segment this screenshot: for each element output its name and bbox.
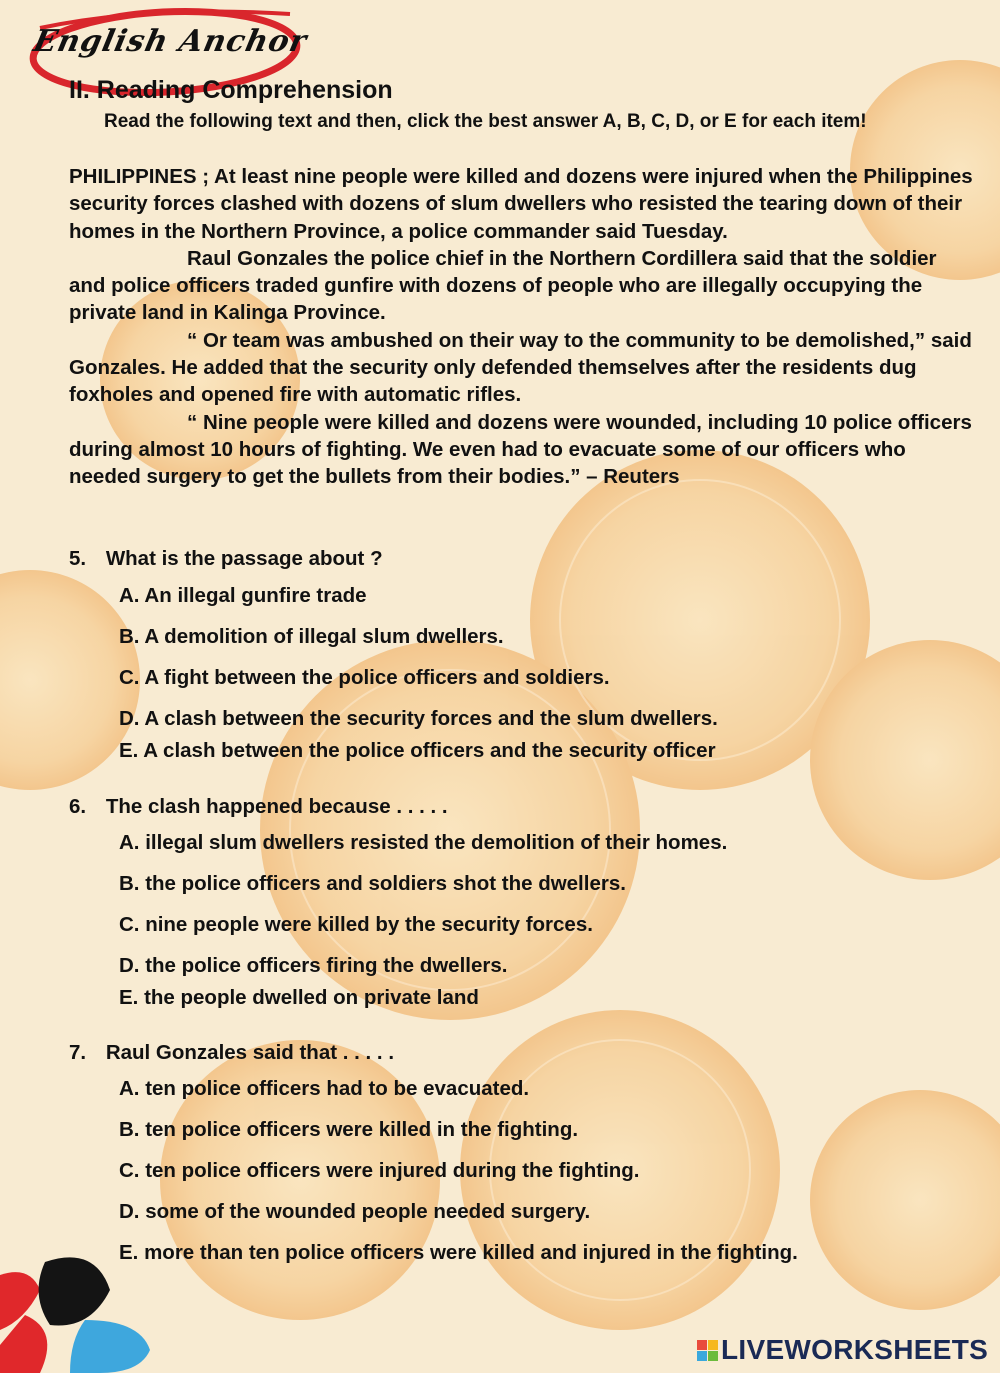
answer-option-7d[interactable]: D. some of the wounded people needed surgery. bbox=[119, 1200, 591, 1223]
liveworksheets-logo[interactable] bbox=[697, 1334, 988, 1366]
liveworksheets-blocks-icon bbox=[697, 1340, 718, 1361]
question-text: The clash happened because . . . . . bbox=[105, 795, 448, 818]
question-6 bbox=[69, 795, 448, 819]
question-text: Raul Gonzales said that . . . . . bbox=[105, 1041, 395, 1064]
answer-option-5a[interactable]: A. An illegal gunfire trade bbox=[119, 584, 367, 607]
answer-option-5d[interactable]: D. A clash between the security forces and the slum dwellers. bbox=[119, 707, 718, 730]
question-number: 6. bbox=[69, 795, 87, 818]
answer-option-7b[interactable]: B. ten police officers were killed in the fighting. bbox=[119, 1118, 579, 1141]
logo-text: English Anchor bbox=[30, 24, 311, 59]
answer-option-7e[interactable]: E. more than ten police officers were killed and injured in the fighting. bbox=[119, 1241, 798, 1264]
reading-passage bbox=[69, 163, 974, 491]
answer-option-5e[interactable]: E. A clash between the police officers and the security officer bbox=[119, 739, 716, 762]
question-number: 5. bbox=[69, 547, 87, 570]
passage-paragraph: PHILIPPINES ; At least nine people were killed and dozens were injured when the Philippines security forces clashed with dozens of slum dwellers who resisted the tearing down of their homes in the Northern Province, a police commander said Tuesday. bbox=[69, 165, 973, 243]
answer-option-6a[interactable]: A. illegal slum dwellers resisted the demolition of their homes. bbox=[119, 831, 728, 854]
question-7 bbox=[69, 1041, 394, 1065]
answer-option-6c[interactable]: C. nine people were killed by the security forces. bbox=[119, 913, 593, 936]
answer-option-6b[interactable]: B. the police officers and soldiers shot the dwellers. bbox=[119, 872, 626, 895]
answer-option-5b[interactable]: B. A demolition of illegal slum dwellers. bbox=[119, 625, 504, 648]
answer-option-6e[interactable]: E. the people dwelled on private land bbox=[119, 986, 479, 1009]
answer-option-7a[interactable]: A. ten police officers had to be evacuated. bbox=[119, 1077, 530, 1100]
passage-paragraph: Raul Gonzales the police chief in the Northern Cordillera said that the soldier and police officers traded gunfire with dozens of people who are illegally occupying the private land in Kalinga Province. bbox=[69, 246, 937, 325]
answer-option-7c[interactable]: C. ten police officers were injured during the fighting. bbox=[119, 1159, 640, 1182]
passage-paragraph: “ Nine people were killed and dozens were wounded, including 10 police officers during almost 10 hours of fighting. We even had to evacuate some of our officers who needed surgery to get the bullets from their bodies.” – Reuters bbox=[69, 410, 972, 489]
answer-option-5c[interactable]: C. A fight between the police officers and soldiers. bbox=[119, 666, 610, 689]
brand-name: LIVEWORKSHEETS bbox=[721, 1334, 989, 1365]
question-5 bbox=[69, 547, 383, 571]
question-number: 7. bbox=[69, 1041, 87, 1064]
answer-option-6d[interactable]: D. the police officers firing the dwellers. bbox=[119, 954, 508, 977]
instruction-text: Read the following text and then, click the best answer A, B, C, D, or E for each item! bbox=[104, 111, 867, 132]
question-text: What is the passage about ? bbox=[105, 547, 383, 570]
passage-paragraph: “ Or team was ambushed on their way to the community to be demolished,” said Gonzales. He added that the security only defended themselves after the residents dug foxholes and opened fire with automatic rifles. bbox=[69, 328, 972, 407]
section-title: II. Reading Comprehension bbox=[69, 76, 393, 104]
